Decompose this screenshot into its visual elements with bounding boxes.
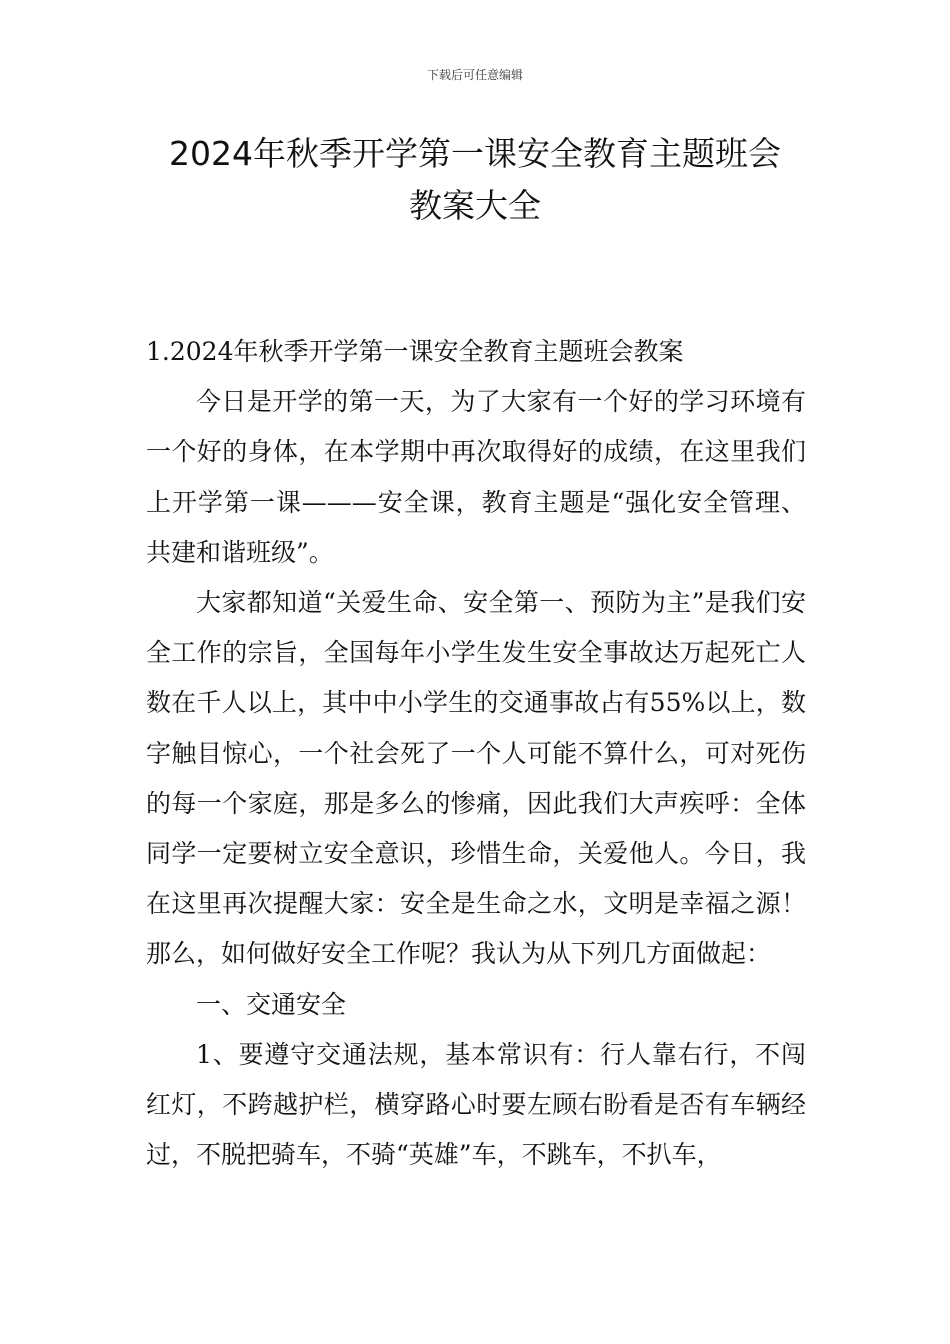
- paragraph-2: 大家都知道“关爱生命、安全第一、预防为主”是我们安全工作的宗旨，全国每年小学生发生安全事故达万起死亡人数在千人以上，其中中小学生的交通事故占有55%以上，数字触目惊心，一个社会死了一个人可能不算什么，可对死伤的每一个家庭，那是多么的惨痛，因此我们大声疾呼：全体同学一定要树立安全意识，珍惜生命，关爱他人。今日，我在这里再次提醒大家：安全是生命之水，文明是幸福之源！那么，如何做好安全工作呢？我认为从下列几方面做起：: [146, 588, 806, 969]
- title-line-2: 教案大全: [409, 186, 541, 225]
- subheading-traffic-safety: 一、交通安全: [196, 989, 347, 1019]
- paragraph-3: 1、要遵守交通法规，基本常识有：行人靠右行，不闯红灯，不跨越护栏，横穿路心时要左顾右盼看是否有车辆经过，不脱把骑车，不骑“英雄”车，不跳车，不扒车，: [146, 1039, 806, 1170]
- header-note: 下载后可任意编辑: [426, 68, 523, 82]
- document-title: [100, 128, 850, 232]
- section-heading: 1.2024年秋季开学第一课安全教育主题班会教案: [146, 337, 684, 366]
- title-line-1: 2024年秋季开学第一课安全教育主题班会: [169, 134, 781, 173]
- paragraph-1: 今日是开学的第一天，为了大家有一个好的学习环境有一个好的身体，在本学期中再次取得好的成绩，在这里我们上开学第一课———安全课，教育主题是“强化安全管理、共建和谐班级”。: [146, 387, 806, 567]
- document-body: [146, 327, 806, 1180]
